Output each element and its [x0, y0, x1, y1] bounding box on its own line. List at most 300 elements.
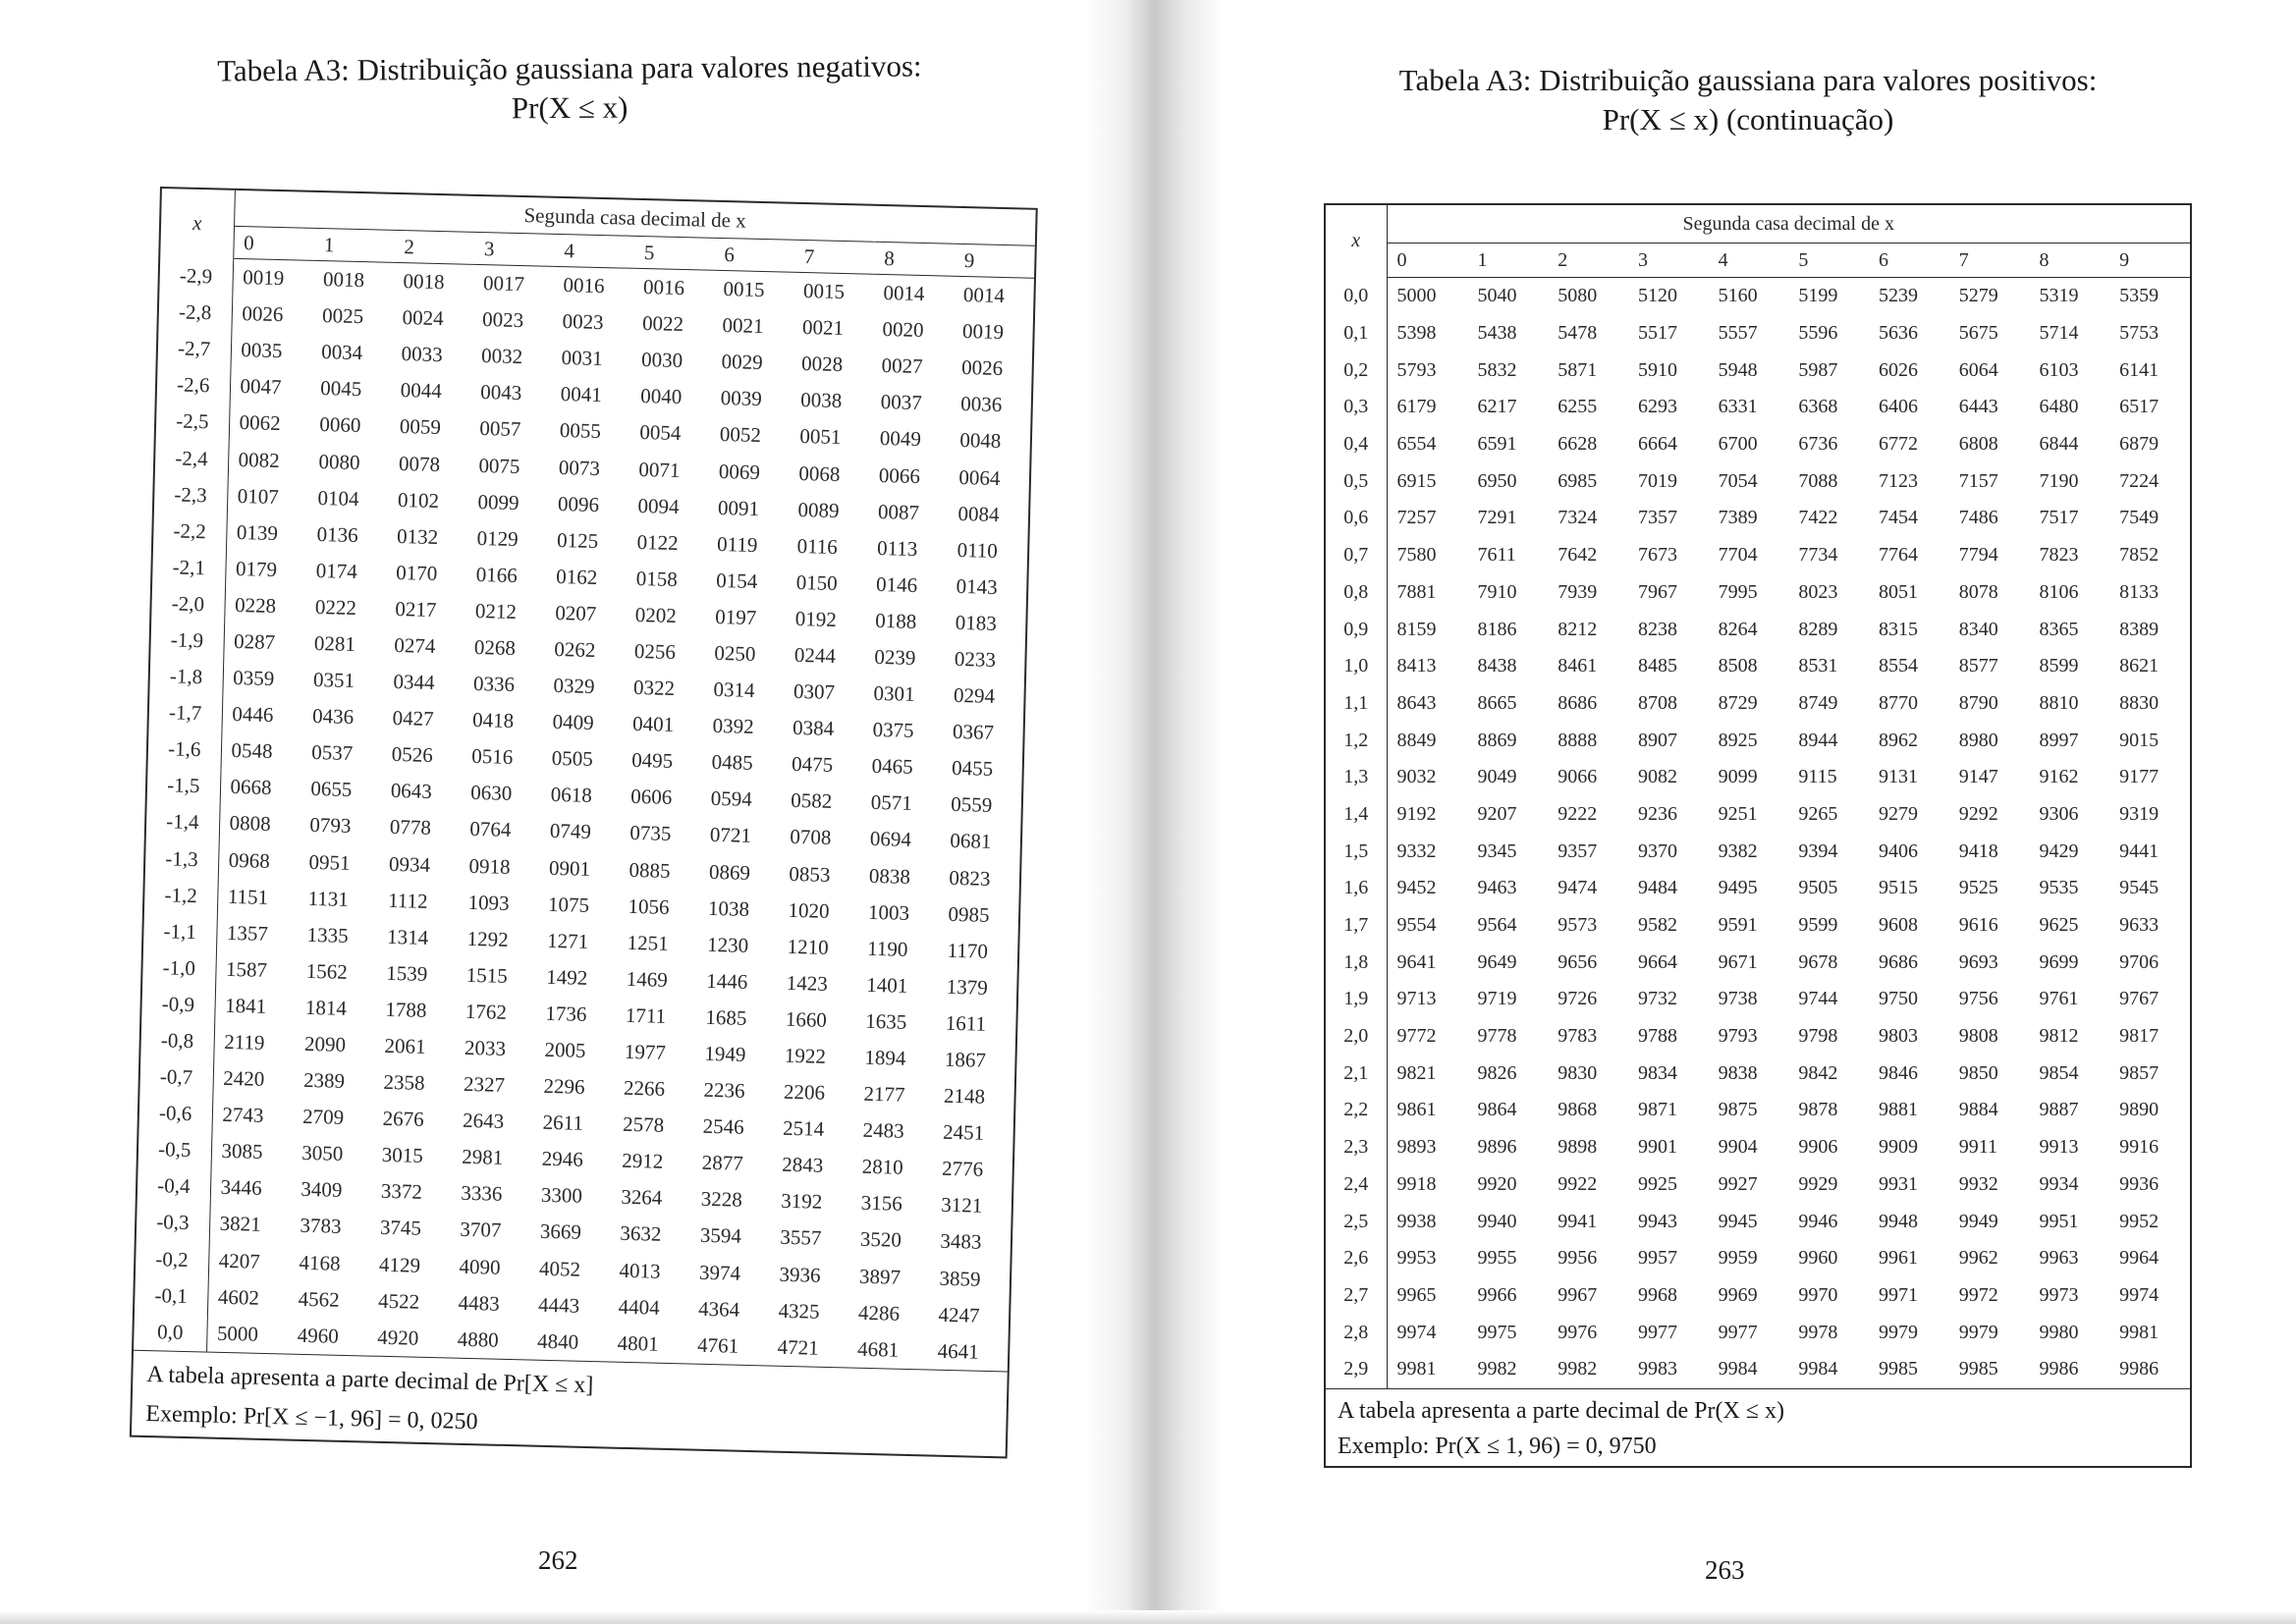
table-cell: 9948 [1879, 1210, 1919, 1232]
table-cell: 6026 [1879, 358, 1919, 381]
table-cell: 0344 [393, 670, 435, 695]
table-cell: 3264 [621, 1185, 663, 1211]
table-cell: 9591 [1718, 914, 1758, 937]
table-cell: 5596 [1798, 322, 1838, 345]
table-cell: 5239 [1879, 285, 1919, 307]
table-cell: 4880 [457, 1326, 500, 1352]
span-header: Segunda casa decimal de x [234, 190, 1036, 245]
row-header: -0,8 [140, 1022, 214, 1060]
table-cell: 0643 [390, 779, 433, 804]
table-cell: 2451 [942, 1119, 985, 1145]
table-cell: 0329 [553, 674, 595, 699]
table-cell: 3228 [700, 1187, 743, 1213]
table-cell: 9871 [1637, 1099, 1677, 1121]
table-cell: 0838 [868, 863, 911, 889]
table-cell: 9974 [1396, 1321, 1437, 1343]
table-cell: 2743 [222, 1103, 264, 1128]
table-cell: 9452 [1396, 877, 1437, 899]
table-cell: 9941 [1558, 1210, 1598, 1232]
table-cell: 0019 [961, 319, 1005, 345]
table-cell: 1539 [386, 960, 428, 986]
table-cell: 1446 [705, 968, 748, 994]
table-caption [1326, 61, 2170, 139]
row-header: -2,4 [155, 439, 229, 477]
table-cell: 9971 [1879, 1283, 1919, 1306]
table-cell: 5793 [1396, 358, 1437, 381]
table-cell: 9920 [1477, 1172, 1517, 1195]
table-cell: 1977 [624, 1039, 667, 1064]
table-cell: 0132 [396, 523, 439, 549]
table-cell: 1271 [546, 928, 589, 953]
table-cell: 0968 [228, 847, 271, 873]
table-cell: 9968 [1637, 1283, 1677, 1306]
table-cell: 8461 [1558, 655, 1598, 677]
table-cell: 9656 [1558, 950, 1598, 973]
table-cell: 3300 [540, 1183, 583, 1209]
row-header: -1,5 [147, 767, 221, 805]
column-header: 1 [1468, 244, 1549, 278]
table-cell: 7019 [1637, 469, 1677, 492]
table-row [1326, 315, 2190, 352]
table-cell: 0166 [475, 562, 519, 587]
table-cell: 0436 [311, 704, 355, 730]
table-cell: 0455 [951, 756, 994, 782]
table-cell: 7939 [1558, 580, 1598, 603]
row-header: 1,8 [1326, 944, 1387, 981]
row-header: -2,8 [158, 294, 232, 332]
table-cell: 1894 [864, 1045, 906, 1070]
table-cell: 1335 [306, 922, 350, 947]
table-cell: 9981 [1396, 1358, 1437, 1380]
table-cell: 9798 [1798, 1025, 1838, 1048]
table-cell: 9817 [2119, 1025, 2159, 1048]
column-header: 9 [954, 244, 1034, 278]
table-cell: 5080 [1558, 285, 1598, 307]
table-cell: 9713 [1396, 988, 1437, 1010]
table-cell: 9319 [2119, 802, 2159, 825]
table-cell: 0808 [229, 811, 271, 837]
table-row [1326, 426, 2190, 463]
table-cell: 8413 [1396, 655, 1437, 677]
table-cell: 7257 [1396, 507, 1437, 529]
table-cell: 9984 [1798, 1358, 1838, 1380]
table-cell: 5120 [1637, 285, 1677, 307]
table-cell: 5517 [1637, 322, 1677, 345]
table-cell: 9726 [1558, 988, 1598, 1010]
table-cell: 0749 [549, 819, 592, 844]
table-cell: 9965 [1396, 1283, 1437, 1306]
row-header: 2,9 [1326, 1351, 1387, 1388]
table-cell: 9778 [1477, 1025, 1517, 1048]
table-cell: 8830 [2119, 691, 2159, 714]
table-cell: 9951 [2039, 1210, 2079, 1232]
table-cell: 0125 [556, 527, 599, 553]
table-cell: 2266 [623, 1075, 666, 1101]
table-cell: 9909 [1879, 1136, 1919, 1159]
table-cell: 1151 [227, 884, 269, 909]
row-header: -1,9 [150, 622, 224, 660]
table-cell: 2389 [302, 1067, 346, 1093]
table-cell: 8159 [1396, 618, 1437, 640]
table-cell: 9761 [2039, 988, 2079, 1010]
table-cell: 3121 [941, 1193, 983, 1218]
table-cell: 0054 [639, 420, 682, 446]
row-header: -0,3 [137, 1204, 210, 1242]
table-cell: 2643 [462, 1109, 505, 1134]
table-cell: 9535 [2039, 877, 2079, 899]
table-cell: 3821 [219, 1212, 261, 1237]
table-cell: 5160 [1718, 285, 1758, 307]
table-cell: 6179 [1396, 396, 1437, 418]
table-cell: 0059 [399, 414, 442, 440]
table-cell: 9911 [1958, 1136, 1998, 1159]
table-cell: 9982 [1558, 1358, 1598, 1380]
table-cell: 0392 [712, 714, 754, 739]
table-cell: 0188 [875, 608, 917, 633]
table-cell: 0057 [479, 416, 521, 442]
table-cell: 6331 [1718, 396, 1758, 418]
table-cell: 9767 [2119, 988, 2159, 1010]
table-cell: 7764 [1879, 544, 1919, 567]
table-cell: 9956 [1558, 1247, 1598, 1270]
table-cell: 3859 [939, 1266, 981, 1291]
table-cell: 2611 [542, 1110, 584, 1136]
table-cell: 8869 [1477, 729, 1517, 751]
table-row [1326, 1203, 2190, 1240]
table-cell: 0197 [715, 604, 757, 629]
table-cell: 6517 [2119, 396, 2159, 418]
table-cell: 3192 [781, 1189, 823, 1215]
table-row [1326, 648, 2190, 685]
table-cell: 2912 [621, 1149, 664, 1174]
table-cell: 6554 [1396, 433, 1437, 456]
table-cell: 2061 [384, 1033, 426, 1058]
table-cell: 6772 [1879, 433, 1919, 456]
table-cell: 9463 [1477, 877, 1517, 899]
table-cell: 9929 [1798, 1172, 1838, 1195]
table-cell: 9976 [1558, 1321, 1598, 1343]
table-cell: 0307 [793, 678, 836, 705]
column-header: 9 [2109, 244, 2190, 278]
table-cell: 0033 [401, 342, 444, 367]
row-header: -0,4 [137, 1167, 211, 1206]
table-cell: 9192 [1396, 802, 1437, 825]
table-cell: 7881 [1396, 580, 1437, 603]
table-cell: 4168 [299, 1250, 341, 1275]
table-cell: 9177 [2119, 766, 2159, 788]
table-cell: 8238 [1637, 618, 1677, 640]
table-cell: 4052 [538, 1256, 581, 1281]
table-cell: 2483 [862, 1117, 904, 1143]
table-cell: 9982 [1477, 1358, 1517, 1380]
table-cell: 9985 [1879, 1358, 1919, 1380]
table-cell: 9066 [1558, 766, 1598, 788]
column-header: 3 [1628, 244, 1709, 278]
row-header: -1,1 [143, 913, 217, 951]
table-cell: 9625 [2039, 914, 2079, 937]
row-header: -0,7 [139, 1058, 213, 1097]
table-row [1326, 278, 2190, 315]
table-cell: 0162 [555, 564, 598, 589]
table-cell: 6103 [2039, 358, 2079, 381]
table-cell: 0018 [322, 267, 365, 293]
table-cell: 8790 [1958, 691, 1998, 714]
table-row [1326, 1055, 2190, 1092]
row-header: 0,3 [1326, 389, 1387, 426]
table-cell: 0548 [231, 738, 273, 764]
table-cell: 4761 [696, 1332, 739, 1358]
table-row [1326, 537, 2190, 574]
table-cell: 6879 [2119, 433, 2159, 456]
table-cell: 0016 [642, 275, 685, 300]
table-cell: 9940 [1477, 1210, 1517, 1232]
table-cell: 6985 [1558, 469, 1598, 492]
table-cell: 8944 [1798, 729, 1838, 751]
table-cell: 8907 [1637, 729, 1677, 751]
row-header: -0,2 [136, 1240, 209, 1278]
table-cell: 4013 [619, 1258, 661, 1283]
column-header: 3 [473, 232, 554, 266]
table-cell: 9906 [1798, 1136, 1838, 1159]
table-cell: 4483 [458, 1290, 500, 1316]
table-cell: 8770 [1879, 691, 1919, 714]
table-cell: 9495 [1718, 877, 1758, 899]
table-row [1326, 981, 2190, 1018]
table-cell: 9986 [2119, 1358, 2159, 1380]
table-cell: 0274 [394, 632, 436, 658]
table-cell: 0032 [480, 344, 523, 369]
table-cell: 1230 [706, 932, 749, 957]
table-cell: 9972 [1958, 1283, 1998, 1306]
table-cell: 1762 [465, 999, 508, 1024]
table-cell: 6293 [1637, 396, 1677, 418]
table-cell: 9641 [1396, 950, 1437, 973]
table-cell: 0281 [313, 630, 356, 656]
table-cell: 0262 [554, 636, 596, 662]
table-cell: 9306 [2039, 802, 2079, 825]
table-cell: 7486 [1958, 507, 1998, 529]
table-cell: 9265 [1798, 802, 1838, 825]
table-cell: 9913 [2039, 1136, 2079, 1159]
table-cell: 2033 [464, 1035, 507, 1060]
table-cell: 7454 [1879, 507, 1919, 529]
table-cell: 4840 [536, 1328, 579, 1354]
table-cell: 0026 [960, 355, 1004, 381]
table-cell: 0096 [557, 491, 600, 516]
table-cell: 0116 [796, 533, 839, 559]
table-cell: 8051 [1879, 580, 1919, 603]
table-cell: 8078 [1958, 580, 1998, 603]
row-header: 0,8 [1326, 574, 1387, 612]
row-header: -1,2 [144, 876, 218, 914]
table-cell: 0901 [548, 855, 591, 881]
table-cell: 6915 [1396, 469, 1437, 492]
span-header: Segunda casa decimal de x [1387, 205, 2190, 244]
row-header: -1,7 [148, 694, 222, 732]
table-cell: 9955 [1477, 1247, 1517, 1270]
table-cell: 5910 [1637, 358, 1677, 381]
table-cell: 9732 [1637, 988, 1677, 1010]
table-cell: 3557 [780, 1225, 822, 1251]
table-row [1326, 352, 2190, 389]
table-cell: 6736 [1798, 433, 1838, 456]
table-cell: 1711 [625, 1002, 667, 1028]
table-cell: 1379 [946, 974, 989, 1000]
table-cell: 9162 [2039, 766, 2079, 788]
table-cell: 5832 [1477, 358, 1517, 381]
table-cell: 9973 [2039, 1283, 2079, 1306]
table-cell: 9686 [1879, 950, 1919, 973]
table-row [1326, 1129, 2190, 1166]
table-cell: 9599 [1798, 914, 1838, 937]
table-cell: 9032 [1396, 766, 1437, 788]
table-grid [1326, 205, 2190, 1388]
caption-line-2: Pr(X ≤ x) [511, 89, 629, 126]
table-cell: 8389 [2119, 618, 2159, 640]
table-cell: 8289 [1798, 618, 1838, 640]
table-cell: 4364 [697, 1296, 740, 1322]
table-cell: 0037 [880, 390, 923, 415]
table-cell: 0526 [391, 742, 434, 768]
table-cell: 8849 [1396, 729, 1437, 751]
table-cell: 3520 [859, 1227, 902, 1253]
table-cell: 9864 [1477, 1099, 1517, 1121]
table-cell: 9821 [1396, 1061, 1437, 1084]
gaussian-table-negative [130, 187, 1038, 1458]
table-cell: 0681 [950, 829, 992, 854]
table-cell: 9977 [1718, 1321, 1758, 1343]
table-cell: 7088 [1798, 469, 1838, 492]
row-header: 0,2 [1326, 352, 1387, 389]
table-cell: 0099 [477, 489, 519, 514]
table-cell: 0104 [317, 485, 359, 511]
table-cell: 9664 [1637, 950, 1677, 973]
table-cell: 4641 [937, 1338, 979, 1364]
table-cell: 8599 [2039, 655, 2079, 677]
table-cell: 0082 [238, 447, 281, 472]
table-cell: 3745 [379, 1216, 422, 1241]
table-cell: 9898 [1558, 1136, 1598, 1159]
table-cell: 9964 [2119, 1247, 2159, 1270]
table-cell: 9525 [1958, 877, 1998, 899]
table-cell: 2358 [383, 1069, 425, 1095]
row-header: 2,5 [1326, 1203, 1387, 1240]
table-cell: 2810 [861, 1155, 904, 1180]
table-row [1326, 1351, 2190, 1388]
table-row [1326, 1092, 2190, 1129]
table-cell: 5319 [2039, 285, 2079, 307]
table-cell: 9279 [1879, 802, 1919, 825]
table-cell: 9881 [1879, 1099, 1919, 1121]
table-cell: 4247 [938, 1302, 980, 1327]
table-cell: 0154 [715, 568, 758, 593]
table-cell: 0020 [882, 317, 924, 343]
table-cell: 9949 [1958, 1210, 1998, 1232]
table-cell: 9649 [1477, 950, 1517, 973]
table-cell: 0080 [318, 449, 360, 474]
column-header: 8 [874, 242, 955, 276]
table-cell: 0934 [388, 851, 431, 877]
table-cell: 0015 [723, 277, 765, 302]
table-cell: 6141 [2119, 358, 2159, 381]
table-cell: 0853 [789, 861, 831, 887]
table-cell: 0028 [800, 352, 844, 377]
table-cell: 0505 [551, 746, 594, 772]
table-cell: 9772 [1396, 1025, 1437, 1048]
table-cell: 7224 [2119, 469, 2159, 492]
table-cell: 6217 [1477, 396, 1517, 418]
page-number: 262 [538, 1545, 578, 1575]
table-cell: 9878 [1798, 1099, 1838, 1121]
row-header: 0,5 [1326, 462, 1387, 500]
table-cell: 1423 [786, 970, 829, 996]
table-cell: 0885 [629, 857, 671, 883]
table-cell: 9861 [1396, 1099, 1437, 1121]
table-cell: 9850 [1958, 1061, 1998, 1084]
table-cell: 0367 [952, 720, 995, 745]
table-cell: 5714 [2039, 322, 2079, 345]
table-cell: 6368 [1798, 396, 1838, 418]
table-cell: 0202 [634, 602, 678, 627]
table-cell: 9975 [1477, 1321, 1517, 1343]
table-row [1326, 870, 2190, 907]
table-cell: 9357 [1558, 839, 1598, 862]
table-cell: 1562 [305, 958, 349, 984]
column-header: 5 [633, 236, 714, 270]
table-cell: 3707 [460, 1218, 502, 1243]
table-cell: 0336 [472, 672, 516, 697]
table-cell: 9345 [1477, 839, 1517, 862]
table-cell: 0069 [718, 459, 761, 484]
table-cell: 1170 [947, 938, 989, 963]
table-cell: 2776 [941, 1157, 984, 1182]
gaussian-table-positive [1324, 203, 2192, 1468]
table-cell: 7549 [2119, 507, 2159, 529]
table-cell: 8485 [1637, 655, 1677, 677]
table-cell: 5557 [1718, 322, 1758, 345]
table-cell: 9756 [1958, 988, 1998, 1010]
table-cell: 7852 [2119, 544, 2159, 567]
table-cell: 8643 [1396, 691, 1437, 714]
table-cell: 0582 [791, 788, 833, 814]
table-cell: 0427 [392, 706, 434, 731]
table-cell: 7967 [1637, 580, 1677, 603]
table-cell: 0985 [948, 901, 990, 927]
table-cell: 0068 [798, 460, 841, 486]
table-cell: 0287 [233, 628, 276, 654]
table-cell: 7054 [1718, 469, 1758, 492]
table-cell: 9706 [2119, 950, 2159, 973]
row-header: -1,6 [148, 731, 222, 769]
table-cell: 9222 [1558, 802, 1598, 825]
table-cell: 0051 [799, 424, 842, 450]
table-cell: 9608 [1879, 914, 1919, 937]
table-cell: 0537 [310, 740, 354, 766]
table-cell: 0179 [235, 556, 278, 581]
table-cell: 0110 [957, 537, 999, 563]
table-cell: 0375 [872, 718, 914, 743]
table-cell: 9573 [1558, 914, 1598, 937]
table-cell: 6664 [1637, 433, 1677, 456]
table-cell: 0823 [949, 865, 991, 891]
table-notes [1326, 1388, 2190, 1466]
table-cell: 5871 [1558, 358, 1598, 381]
table-cell: 0023 [481, 307, 524, 333]
table-row [1326, 1166, 2190, 1204]
table-cell: 9945 [1718, 1210, 1758, 1232]
column-header: 6 [714, 238, 794, 272]
table-cell: 9979 [1879, 1321, 1919, 1343]
